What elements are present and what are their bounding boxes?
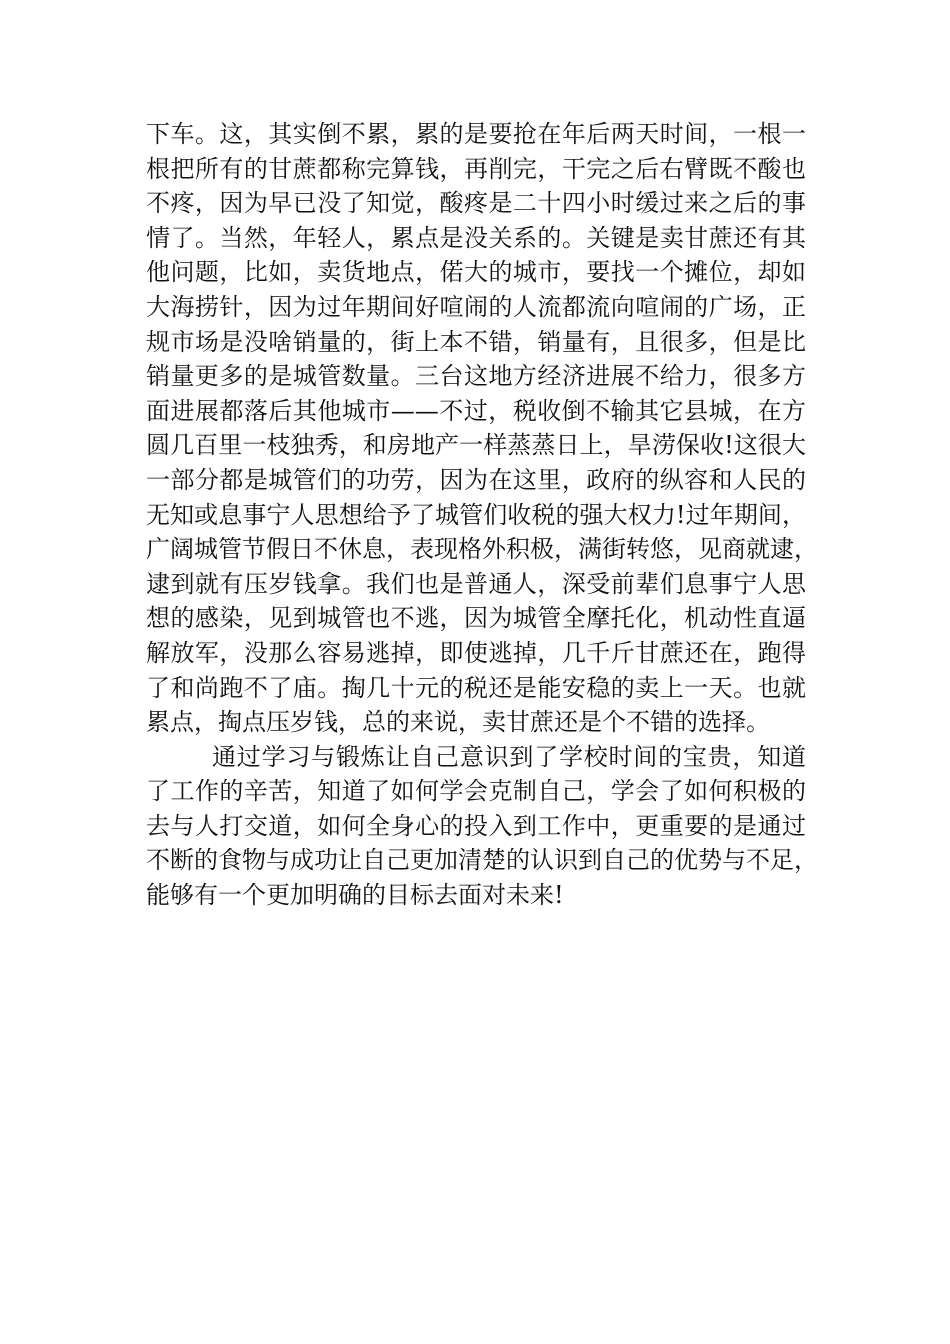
text-line: 情了。当然，年轻人，累点是没关系的。关键是卖甘蔗还有其 xyxy=(146,223,806,252)
text-line: 下车。这，其实倒不累，累的是要抢在年后两天时间，一根一 xyxy=(146,120,806,148)
text-line: 大海捞针，因为过年期间好喧闹的人流都流向喧闹的广场，正 xyxy=(146,292,806,321)
text-line: 根把所有的甘蔗都称完算钱，再削完，干完之后右臂既不酸也 xyxy=(146,154,806,183)
text-line: 逮到就有压岁钱拿。我们也是普通人，深受前辈们息事宁人思 xyxy=(146,569,806,598)
body-text xyxy=(146,117,818,913)
paragraph-2 xyxy=(146,740,818,913)
paragraph-1 xyxy=(146,117,818,740)
text-line: 不断的食物与成功让自己更加清楚的认识到自己的优势与不足， xyxy=(146,846,818,875)
text-line: 规市场是没啥销量的，街上本不错，销量有，且很多，但是比 xyxy=(146,327,806,356)
text-line: 想的感染，见到城管也不逃，因为城管全摩托化，机动性直逼 xyxy=(146,604,806,633)
text-line: 了和尚跑不了庙。掏几十元的税还是能安稳的卖上一天。也就 xyxy=(146,673,806,702)
text-line: 不疼，因为早已没了知觉，酸疼是二十四小时缓过来之后的事 xyxy=(146,189,806,218)
text-line: 无知或息事宁人思想给予了城管们收税的强大权力!过年期间， xyxy=(146,500,806,529)
text-line: 广阔城管节假日不休息，表现格外积极，满街转悠，见商就逮， xyxy=(146,535,818,564)
text-line: 圆几百里一枝独秀，和房地产一样蒸蒸日上，旱涝保收!这很大 xyxy=(146,431,806,460)
text-line: 通过学习与锻炼让自己意识到了学校时间的宝贵，知道 xyxy=(212,742,806,771)
text-line: 他问题，比如，卖货地点，偌大的城市，要找一个摊位，却如 xyxy=(146,258,806,287)
text-line: 去与人打交道，如何全身心的投入到工作中，更重要的是通过 xyxy=(146,811,806,840)
text-line: 能够有一个更加明确的目标去面对未来! xyxy=(146,881,564,910)
text-line: 面进展都落后其他城市——不过，税收倒不输其它县城，在方 xyxy=(146,396,806,425)
text-line: 一部分都是城管们的功劳，因为在这里，政府的纵容和人民的 xyxy=(146,465,806,494)
text-line: 销量更多的是城管数量。三台这地方经济进展不给力，很多方 xyxy=(146,362,806,391)
text-line: 了工作的辛苦，知道了如何学会克制自己，学会了如何积极的 xyxy=(146,777,806,806)
text-line: 累点，掏点压岁钱，总的来说，卖甘蔗还是个不错的选择。 xyxy=(146,708,770,737)
text-line: 解放军，没那么容易逃掉，即使逃掉，几千斤甘蔗还在，跑得 xyxy=(146,638,806,667)
